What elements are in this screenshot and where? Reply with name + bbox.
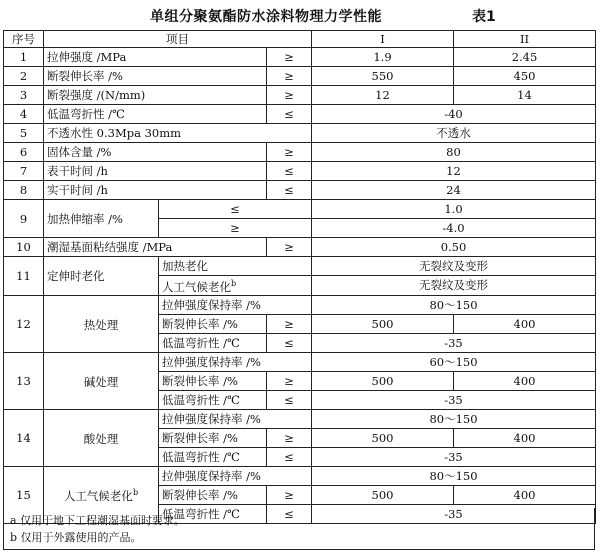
row-value: -4.0 bbox=[312, 219, 596, 238]
row-no: 7 bbox=[4, 162, 44, 181]
row-operator: ≤ bbox=[267, 105, 312, 124]
row-value-grade-1: 12 bbox=[312, 86, 454, 105]
row-operator: ≤ bbox=[267, 447, 312, 466]
row-operator: ≤ bbox=[267, 504, 312, 523]
table-number: 表1 bbox=[472, 9, 496, 25]
row-no: 14 bbox=[4, 409, 44, 466]
row-value: 无裂纹及变形 bbox=[312, 276, 596, 296]
table-row bbox=[4, 257, 596, 276]
footnote-a: a 仅用于地下工程潮湿基面时要求。 bbox=[10, 514, 186, 527]
row-value: 1.0 bbox=[312, 200, 596, 219]
row-item: 定伸时老化 bbox=[44, 257, 159, 296]
row-value-grade-2: 2.45 bbox=[454, 48, 596, 67]
row-operator: ≥ bbox=[267, 371, 312, 390]
row-value: -35 bbox=[312, 390, 596, 409]
row-value-grade-2: 400 bbox=[454, 314, 596, 333]
footnote-b: b 仅用于外露使用的产品。 bbox=[10, 531, 142, 544]
row-value-grade-1: 1.9 bbox=[312, 48, 454, 67]
table-row bbox=[4, 124, 596, 143]
row-item: 加热伸缩率 /% bbox=[44, 200, 159, 238]
row-item: 不透水性 0.3Mpa 30mm bbox=[44, 124, 312, 143]
row-value-grade-1: 500 bbox=[312, 314, 454, 333]
row-operator: ≤ bbox=[267, 162, 312, 181]
header-item: 项目 bbox=[44, 31, 312, 48]
row-operator: ≥ bbox=[159, 219, 312, 238]
row-no: 11 bbox=[4, 257, 44, 296]
row-value: 0.50 bbox=[312, 238, 596, 257]
row-item: 表干时间 /h bbox=[44, 162, 267, 181]
aging-sub-item bbox=[159, 276, 312, 296]
row-operator: ≤ bbox=[267, 333, 312, 352]
treatment-sub-item: 拉伸强度保持率 /% bbox=[159, 295, 312, 314]
row-operator: ≥ bbox=[267, 143, 312, 162]
treatment-name-label: 人工气候老化 bbox=[63, 489, 133, 504]
row-value-grade-2: 400 bbox=[454, 371, 596, 390]
row-value-grade-2: 14 bbox=[454, 86, 596, 105]
row-no: 8 bbox=[4, 181, 44, 200]
treatment-rows bbox=[4, 295, 596, 523]
treatment-name bbox=[44, 352, 159, 409]
treatment-sub-item: 断裂伸长率 /% bbox=[159, 428, 267, 447]
row-item: 实干时间 /h bbox=[44, 181, 267, 200]
row-value: 80～150 bbox=[312, 466, 596, 485]
properties-table bbox=[3, 30, 596, 524]
row-operator: ≤ bbox=[159, 200, 312, 219]
row-value-grade-1: 500 bbox=[312, 485, 454, 504]
treatment-sub-item: 拉伸强度保持率 /% bbox=[159, 466, 312, 485]
treatment-sub-item: 低温弯折性 /℃ bbox=[159, 504, 267, 523]
table-row bbox=[4, 238, 596, 257]
row-value: 80 bbox=[312, 143, 596, 162]
row-item: 拉伸强度 /MPa bbox=[44, 48, 267, 67]
row-value: -40 bbox=[312, 105, 596, 124]
table-row bbox=[4, 181, 596, 200]
table-row bbox=[4, 86, 596, 105]
row-item: 低温弯折性 /℃ bbox=[44, 105, 267, 124]
header-no: 序号 bbox=[4, 31, 44, 48]
row-value-grade-1: 550 bbox=[312, 67, 454, 86]
row-no: 5 bbox=[4, 124, 44, 143]
row-value-grade-1: 500 bbox=[312, 371, 454, 390]
treatment-name bbox=[44, 409, 159, 466]
aging-sub-item: 加热老化 bbox=[159, 257, 312, 276]
row-operator: ≥ bbox=[267, 238, 312, 257]
row-operator: ≥ bbox=[267, 67, 312, 86]
row-no: 15 bbox=[4, 466, 44, 523]
header-grade-2: II bbox=[454, 31, 596, 48]
treatment-sub-item: 低温弯折性 /℃ bbox=[159, 390, 267, 409]
row-operator: ≥ bbox=[267, 48, 312, 67]
row-value-grade-2: 450 bbox=[454, 67, 596, 86]
row-item: 断裂伸长率 /% bbox=[44, 67, 267, 86]
footnotes bbox=[3, 508, 595, 550]
row-no: 1 bbox=[4, 48, 44, 67]
table-row bbox=[4, 162, 596, 181]
row-no: 3 bbox=[4, 86, 44, 105]
row-value-grade-2: 400 bbox=[454, 428, 596, 447]
row-no: 2 bbox=[4, 67, 44, 86]
table-row bbox=[4, 466, 596, 485]
row-item: 固体含量 /% bbox=[44, 143, 267, 162]
treatment-sub-item: 拉伸强度保持率 /% bbox=[159, 409, 312, 428]
row-value: -35 bbox=[312, 333, 596, 352]
row-operator: ≥ bbox=[267, 485, 312, 504]
row-no: 12 bbox=[4, 295, 44, 352]
row-no: 4 bbox=[4, 105, 44, 124]
treatment-name-label: 碱处理 bbox=[83, 375, 119, 390]
treatment-name-label: 热处理 bbox=[83, 318, 119, 333]
table-row bbox=[4, 143, 596, 162]
treatment-sub-item: 低温弯折性 /℃ bbox=[159, 447, 267, 466]
table-row bbox=[4, 409, 596, 428]
footnote-marker: b bbox=[132, 488, 139, 498]
header-grade-1: I bbox=[312, 31, 454, 48]
row-value: 12 bbox=[312, 162, 596, 181]
treatment-sub-item: 断裂伸长率 /% bbox=[159, 314, 267, 333]
footnote-marker: b bbox=[231, 279, 237, 288]
row-no: 9 bbox=[4, 200, 44, 238]
row-value-grade-2: 400 bbox=[454, 485, 596, 504]
table-row bbox=[4, 295, 596, 314]
treatment-sub-item: 拉伸强度保持率 /% bbox=[159, 352, 312, 371]
row-operator: ≥ bbox=[267, 314, 312, 333]
row-operator: ≤ bbox=[267, 390, 312, 409]
table-row bbox=[4, 105, 596, 124]
treatment-sub-item: 低温弯折性 /℃ bbox=[159, 333, 267, 352]
aging-sub-item-label: 人工气候老化 bbox=[162, 279, 231, 294]
row-value: 80～150 bbox=[312, 409, 596, 428]
row-item: 断裂强度 /(N/mm) bbox=[44, 86, 267, 105]
row-no: 13 bbox=[4, 352, 44, 409]
row-value-grade-1: 500 bbox=[312, 428, 454, 447]
table-row bbox=[4, 67, 596, 86]
document-title: 单组分聚氨酯防水涂料物理力学性能 bbox=[150, 9, 382, 25]
table-row bbox=[4, 352, 596, 371]
row-operator: ≤ bbox=[267, 181, 312, 200]
row-item: 潮湿基面粘结强度 /MPa bbox=[44, 238, 267, 257]
row-value: -35 bbox=[312, 504, 596, 523]
treatment-sub-item: 断裂伸长率 /% bbox=[159, 371, 267, 390]
row-no: 6 bbox=[4, 143, 44, 162]
row-value: 24 bbox=[312, 181, 596, 200]
table-row bbox=[4, 200, 596, 219]
row-value: 80～150 bbox=[312, 295, 596, 314]
treatment-sub-item: 断裂伸长率 /% bbox=[159, 485, 267, 504]
row-value: 60～150 bbox=[312, 352, 596, 371]
row-value: 无裂纹及变形 bbox=[312, 257, 596, 276]
row-operator: ≥ bbox=[267, 428, 312, 447]
row-no: 10 bbox=[4, 238, 44, 257]
header-row bbox=[4, 31, 596, 48]
row-operator: ≥ bbox=[267, 86, 312, 105]
table-row bbox=[4, 48, 596, 67]
row-value: 不透水 bbox=[312, 124, 596, 143]
treatment-name-label: 酸处理 bbox=[83, 432, 119, 447]
row-value: -35 bbox=[312, 447, 596, 466]
treatment-name bbox=[44, 295, 159, 352]
